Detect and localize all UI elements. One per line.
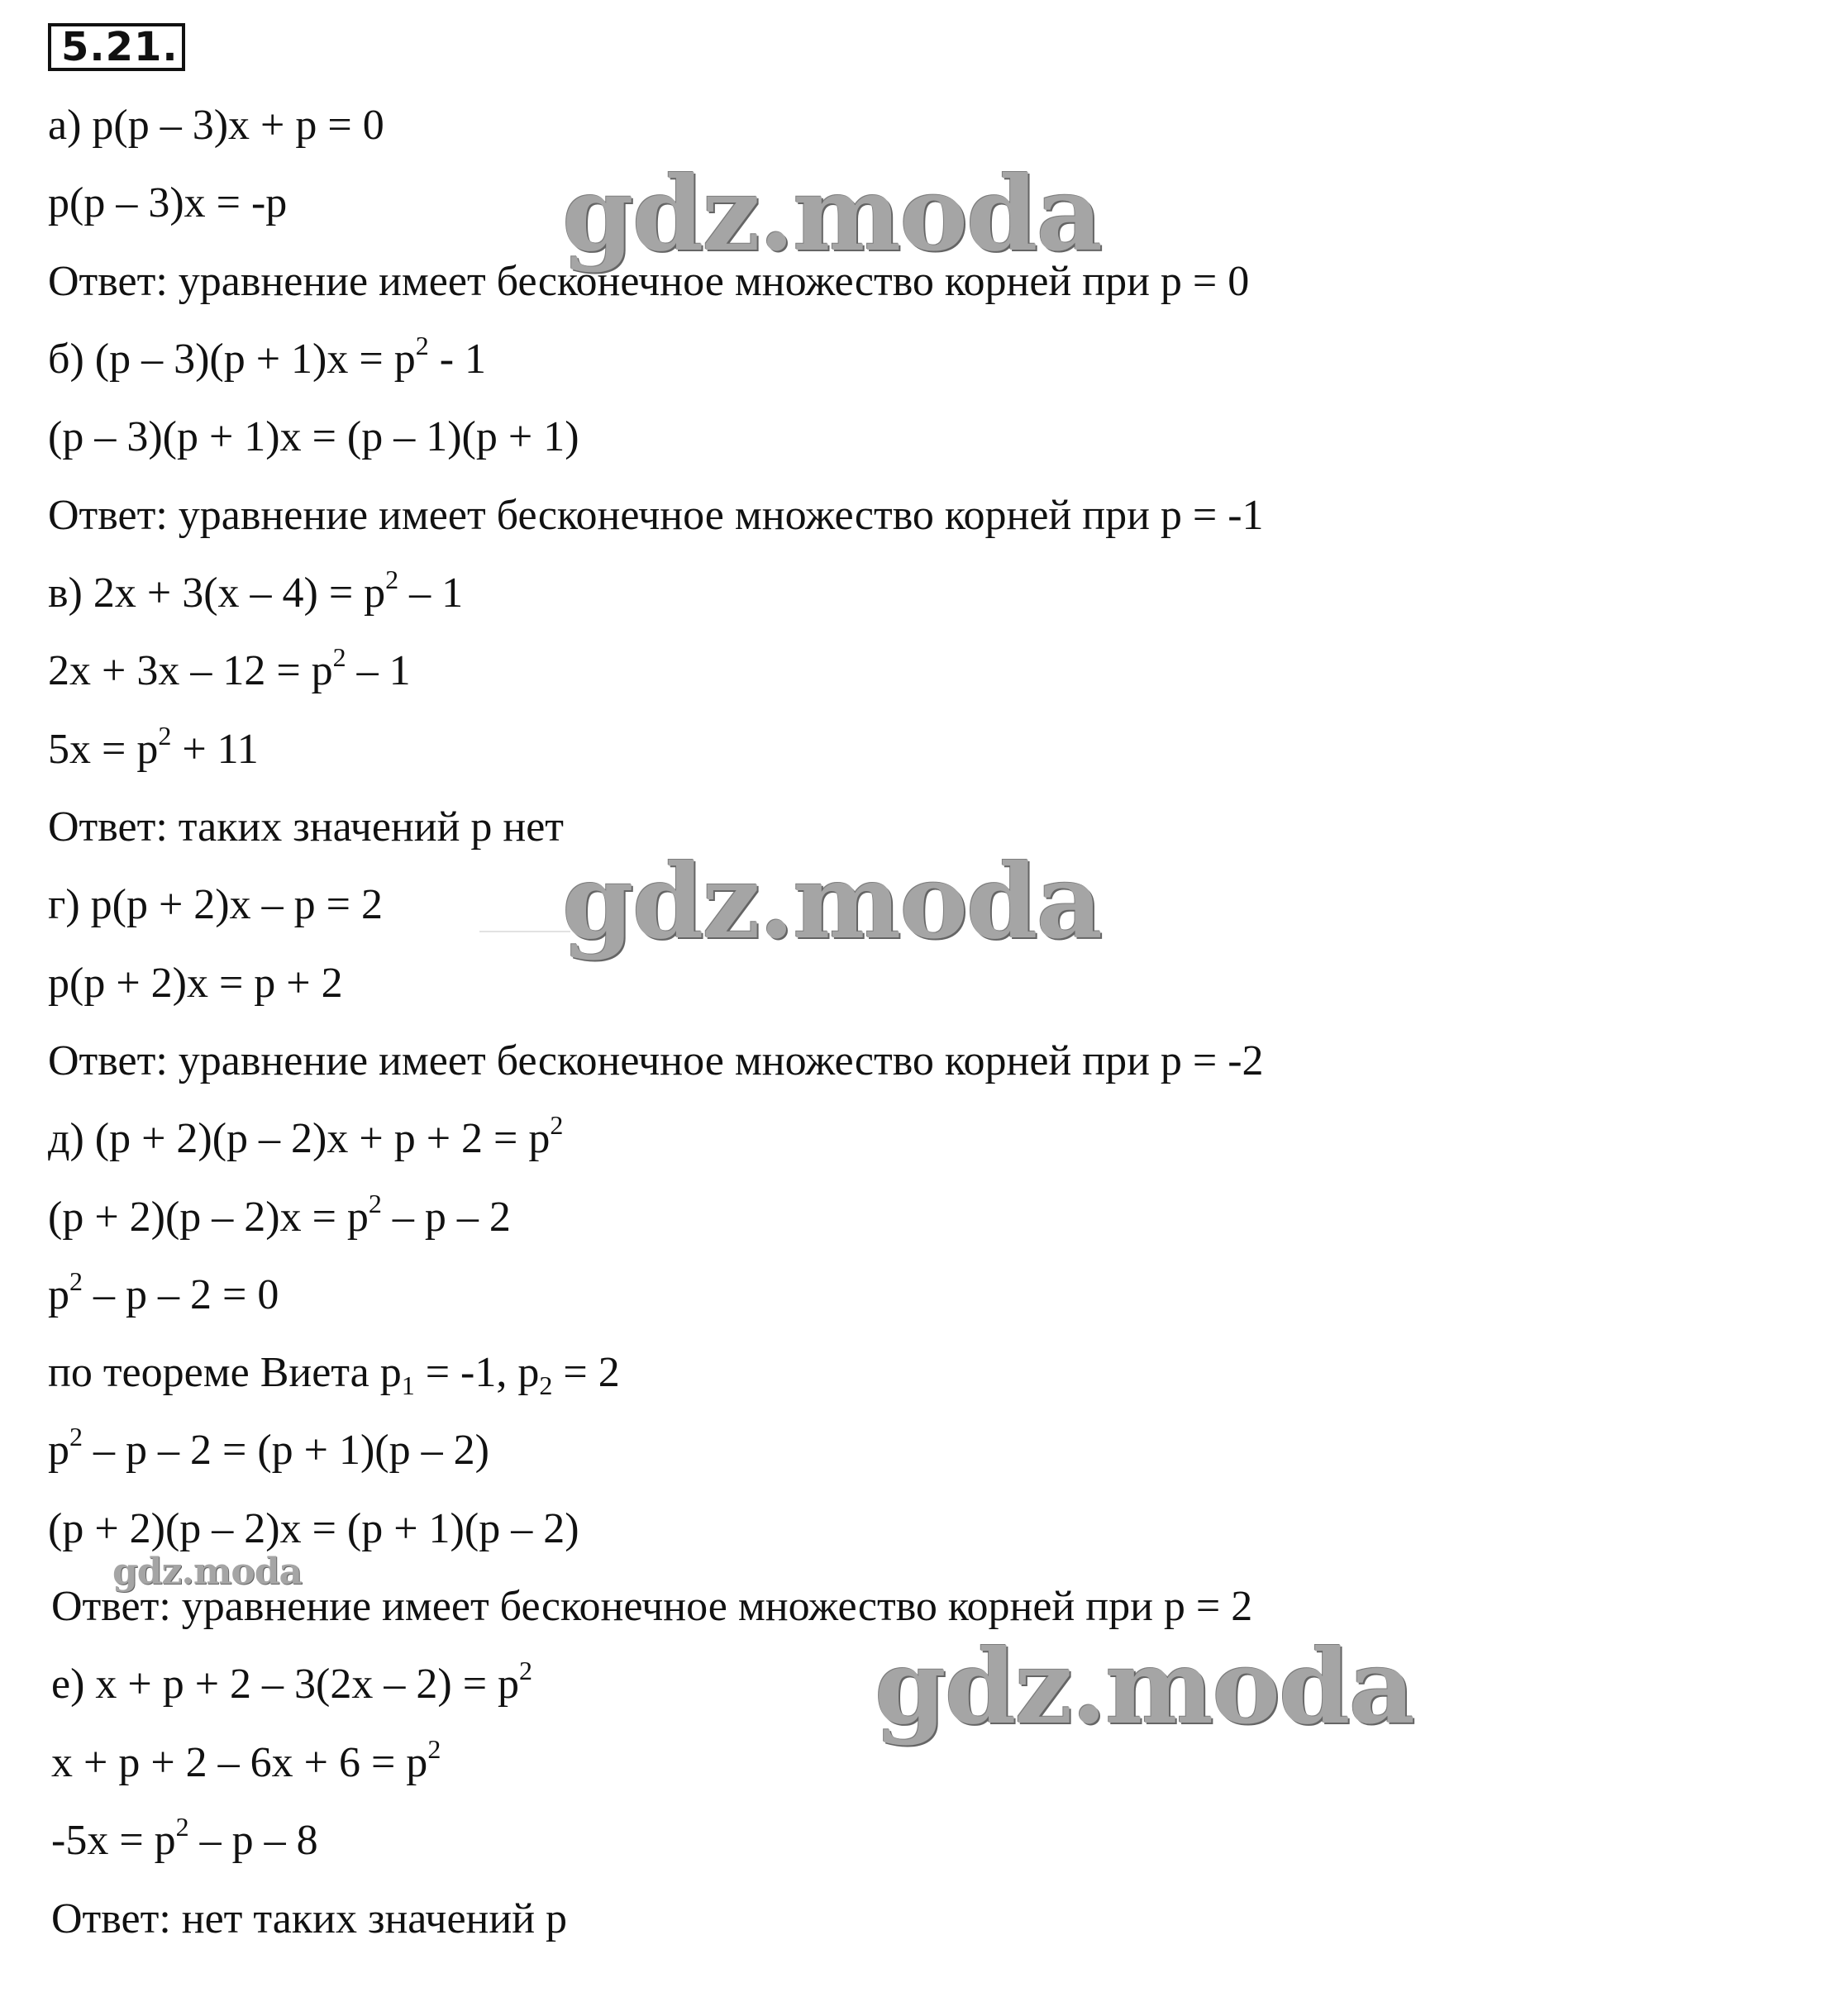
- problem-number: 5.21.: [48, 23, 185, 71]
- divider: [479, 931, 570, 932]
- line-e-answer: Ответ: нет таких значений p: [51, 1895, 568, 1942]
- line-e-step1: $x + p + 2 - 6x + 6 = p^2$: [51, 1734, 441, 1786]
- watermark-4: gdz.moda: [875, 1628, 1414, 1747]
- line-a-step: p(p – 3)x = -p: [48, 179, 288, 226]
- line-b-equation: б) $(p - 3)(p + 1)x = p^2 - 1$: [48, 331, 487, 383]
- line-g-step: p(p + 2)x = p + 2: [48, 960, 343, 1007]
- line-v-equation: в) $2x + 3(x - 4) = p^2 - 1$: [48, 565, 464, 617]
- line-d-step3: $p^2 - p - 2 = (p + 1)(p - 2)$: [48, 1422, 489, 1474]
- watermark-2: gdz.moda: [562, 842, 1101, 962]
- line-v-step1: $2x + 3x - 12 = p^2 - 1$: [48, 642, 411, 694]
- watermark-1: gdz.moda: [562, 155, 1101, 274]
- line-v-step2: $5x = p^2 + 11$: [48, 721, 259, 773]
- line-d-vieta: по теореме Виета $p_1 = -1$, $p_2 = 2$: [48, 1349, 620, 1400]
- line-g-answer: Ответ: уравнение имеет бесконечное множество корней при p = -2: [48, 1037, 1264, 1084]
- line-d-equation: д) $(p + 2)(p - 2)x + p + 2 = p^2$: [48, 1110, 564, 1162]
- line-b-step: (p – 3)(p + 1)x = (p – 1)(p + 1): [48, 413, 579, 460]
- line-b-answer: Ответ: уравнение имеет бесконечное множество корней при p = -1: [48, 492, 1264, 539]
- line-a-equation: а) p(p – 3)x + p = 0: [48, 102, 384, 149]
- line-d-step1: $(p + 2)(p - 2)x = p^2 - p - 2$: [48, 1189, 511, 1241]
- line-e-equation: е) $x + p + 2 - 3(2x - 2) = p^2$: [51, 1656, 533, 1708]
- line-g-equation: г) p(p + 2)x – p = 2: [48, 881, 383, 928]
- line-d-answer: Ответ: уравнение имеет бесконечное множество корней при p = 2: [51, 1583, 1253, 1630]
- line-v-answer: Ответ: таких значений p нет: [48, 803, 565, 851]
- watermark-3: gdz.moda: [112, 1551, 303, 1593]
- line-d-step4: (p + 2)(p – 2)x = (p + 1)(p – 2): [48, 1505, 579, 1552]
- line-e-step2: $-5x = p^2 - p - 8$: [51, 1812, 318, 1864]
- line-a-answer: Ответ: уравнение имеет бесконечное множество корней при p = 0: [48, 258, 1250, 305]
- line-d-step2: $p^2 - p - 2 = 0$: [48, 1266, 279, 1318]
